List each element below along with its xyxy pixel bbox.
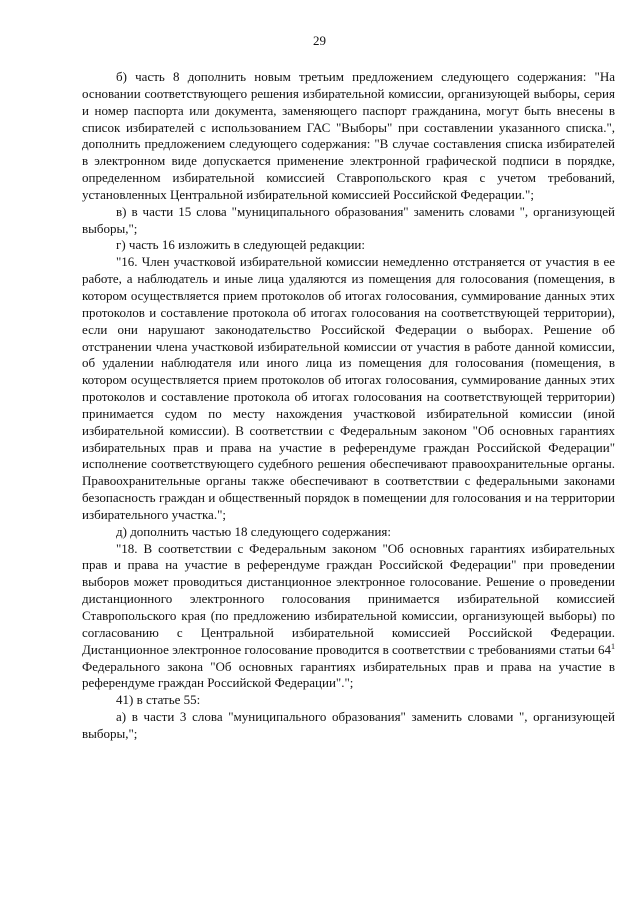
paragraph-amendment-g: г) часть 16 изложить в следующей редакции: bbox=[116, 237, 365, 253]
document-body bbox=[82, 69, 615, 743]
paragraph-amendment-b: б) часть 8 дополнить новым третьим предложением следующего содержания: "На основании соответствующего решения избирательной комиссии, организующей выборы, серия и номер паспорта или документа, заменяющего паспорт гражданина, могут быть внесены в список избирателей с использованием ГАС "Выборы" при составлении указанного списка.", дополнить предложением следующего содержания: "В случае составления списка избирателей в электронном виде допускается применение электронной графической подписи в порядке, определенном избирательной комиссией Ставропольского края с учетом требований, установленных Центральной избирательной комиссией Российской Федерации."; bbox=[82, 69, 615, 202]
paragraph-part-16-text: "16. Член участковой избирательной комиссии немедленно отстраняется от участия в ее работе, а наблюдатель и иные лица удаляются из помещения для голосования (помещения, в котором осуществляется прием протоколов об итогах голосования, суммирование данных этих протоколов и составление протокола об итогах голосования на соответствующей территории), если они нарушают законодательство Российской Федерации о выборах. Решение об отстранении члена участковой избирательной комиссии от участия в работе данной комиссии, об удалении наблюдателя или иного лица из помещения для голосования (помещения, в котором осуществляется прием протоколов об итогах голосования, суммирование данных этих протоколов и составление протокола об итогах голосования на соответствующей территории) принимается судом по месту нахождения участковой избирательной комиссии (иной избирательной комиссии). В соответствии с Федеральным законом "Об основных гарантиях избирательных прав и права на участие в референдуме граждан Российской Федерации" исполнение соответствующего судебного решения обеспечивают правоохранительные органы. Правоохранительные органы также обеспечивают в соответствии с федеральными законами безопасность граждан и общественный порядок в помещении для голосования и на территории избирательного участка."; bbox=[82, 254, 615, 522]
paragraph-part-18-main: "18. В соответствии с Федеральным законом "Об основных гарантиях избирательных прав и права на участие в референдуме граждан Российской Федерации" при проведении выборов может проводиться дистанционное электронное голосование. Решение о проведении дистанционного электронного голосования принимается избирательной комиссией Ставропольского края (по предложению избирательной комиссии, организующей выборы) по согласованию с Центральной избирательной комиссией Российской Федерации. Дистанционное электронное голосование проводится в соответствии с требованиями статьи 64 bbox=[82, 540, 615, 657]
article-superscript: 1 bbox=[611, 641, 615, 651]
paragraph-amendment-a: а) в части 3 слова "муниципального образования" заменить словами ", организующей выборы,"; bbox=[82, 709, 615, 741]
paragraph-amendment-d: д) дополнить частью 18 следующего содержания: bbox=[116, 523, 392, 539]
page-number: 29 bbox=[313, 33, 326, 48]
paragraph-amendment-v: в) в части 15 слова "муниципального образования" заменить словами ", организующей выборы,"; bbox=[82, 203, 615, 236]
paragraph-item-41: 41) в статье 55: bbox=[116, 692, 201, 708]
paragraph-part-18-tail: Федерального закона "Об основных гарантиях избирательных прав и права на участие в референдуме граждан Российской Федерации"."; bbox=[82, 658, 615, 691]
paragraph-part-18-text bbox=[82, 541, 615, 693]
